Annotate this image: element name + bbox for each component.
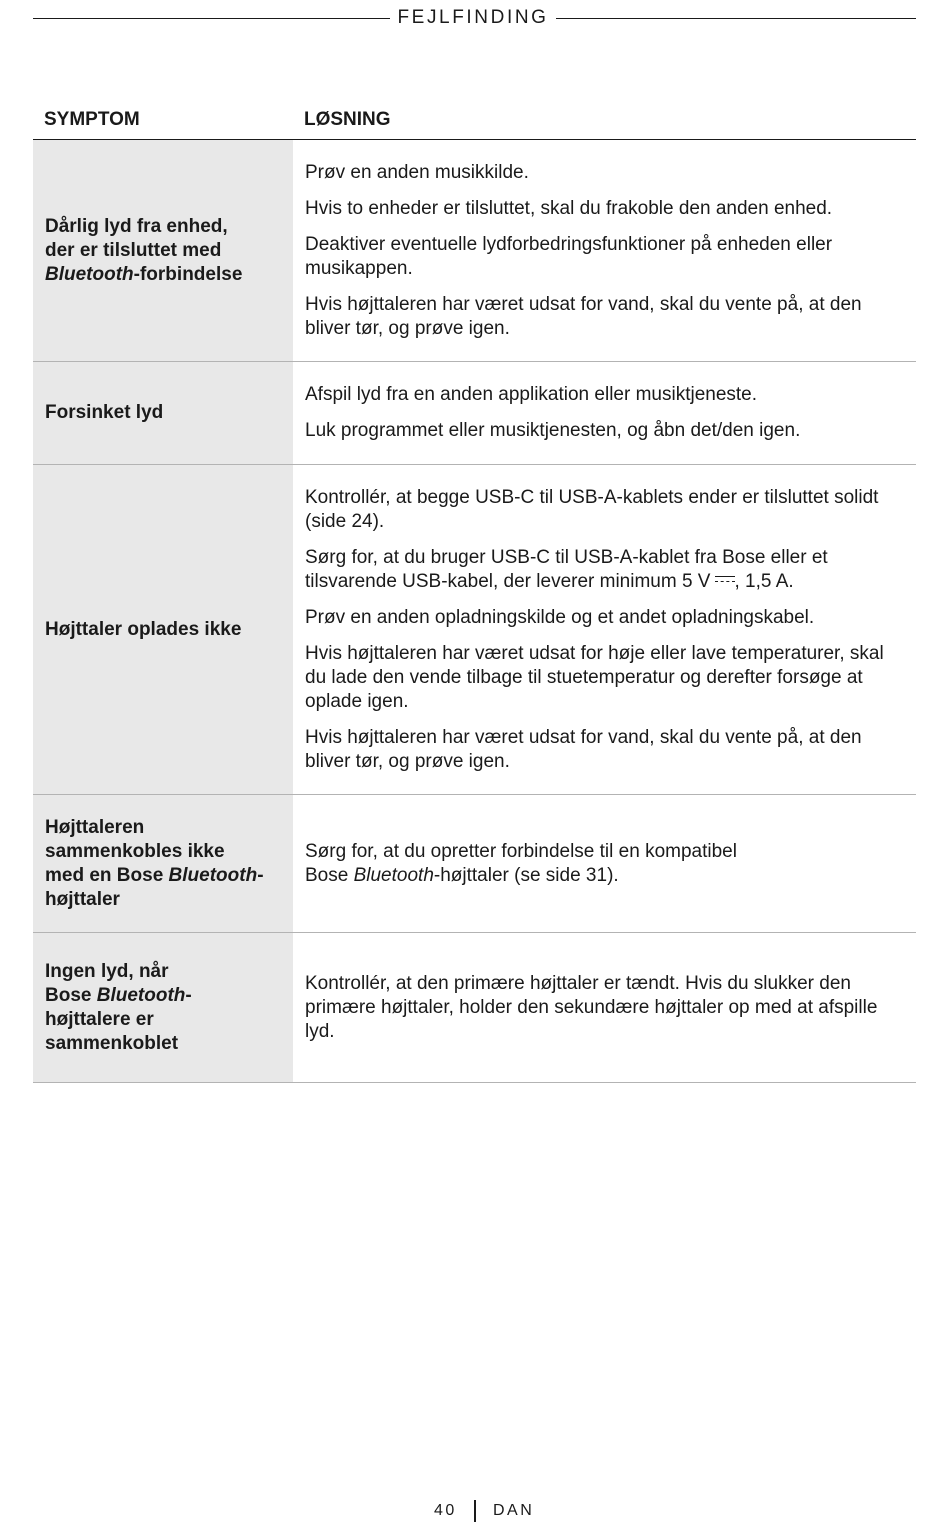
symptom-text: Højttaleren xyxy=(45,816,145,838)
solution-text xyxy=(305,840,904,888)
solution-text xyxy=(305,546,904,594)
symptom-italic-text: Bluetooth xyxy=(45,263,134,285)
solution-text: Kontrollér, at begge USB-C til USB-A-kablets ender er tilsluttet solidt (side 24). xyxy=(305,486,879,532)
header-rule-left xyxy=(33,18,390,19)
table-row xyxy=(33,465,916,795)
symptom-text: sammenkoblet xyxy=(45,1032,179,1054)
symptom-cell xyxy=(33,795,293,932)
solution-cell xyxy=(293,140,916,361)
symptom-text: Ingen lyd, når xyxy=(45,960,169,982)
solution-cell xyxy=(293,362,916,464)
symptom-text: Dårlig lyd fra enhed, xyxy=(45,215,228,237)
symptom-cell xyxy=(33,465,293,794)
solution-text-part: Sørg for, at du bruger USB-C til USB-A-kablet fra Bose eller et tilsvarende USB-kabel, der leverer minimum 5 V xyxy=(305,546,828,592)
solution-text: Prøv en anden musikkilde. xyxy=(305,161,529,183)
page-title: FEJLFINDING xyxy=(397,7,549,28)
table-header xyxy=(33,100,916,140)
symptom-text: højttaler xyxy=(45,888,120,910)
symptom-text: sammenkobles ikke xyxy=(45,840,225,862)
symptom-text: Bose xyxy=(45,984,97,1006)
symptom-text: - xyxy=(185,984,192,1006)
solution-text-part: , 1,5 A. xyxy=(734,570,794,592)
solution-text: Afspil lyd fra en anden applikation eller musiktjeneste. xyxy=(305,384,758,405)
symptom-text: Forsinket lyd xyxy=(45,402,164,423)
solution-cell xyxy=(293,795,916,932)
solution-italic-text: Bluetooth xyxy=(353,864,434,886)
troubleshooting-table xyxy=(33,100,916,1083)
page-header xyxy=(33,5,916,33)
table-row xyxy=(33,362,916,465)
solution-text-part: -højttaler (se side 31). xyxy=(433,864,619,886)
language-code: DAN xyxy=(493,1502,535,1519)
solution-text: Deaktiver eventuelle lydforbedringsfunktioner på enheden eller musikappen. xyxy=(305,233,833,279)
solution-text: Hvis to enheder er tilsluttet, skal du frakoble den anden enhed. xyxy=(305,197,833,219)
solution-text: Hvis højttaleren har været udsat for vand, skal du vente på, at den bliver tør, og prøve igen. xyxy=(305,293,862,339)
solution-text-part: Bose xyxy=(305,864,354,886)
solution-text: Prøv en anden opladningskilde og et andet opladningskabel. xyxy=(305,606,815,628)
solution-cell xyxy=(293,465,916,794)
page-number: 40 xyxy=(434,1502,457,1519)
table-row xyxy=(33,140,916,362)
symptom-cell xyxy=(33,933,293,1082)
symptom-text: - xyxy=(257,864,264,886)
symptom-text: Højttaler oplades ikke xyxy=(45,618,242,640)
footer-divider xyxy=(474,1500,476,1522)
symptom-cell xyxy=(33,362,293,464)
solution-text: Luk programmet eller musiktjenesten, og åbn det/den igen. xyxy=(305,420,801,441)
table-row xyxy=(33,933,916,1083)
symptom-text: højttalere er xyxy=(45,1008,154,1030)
symptom-text: med en Bose xyxy=(45,864,169,886)
table-row xyxy=(33,795,916,933)
solution-cell xyxy=(293,933,916,1082)
symptom-italic-text: Bluetooth xyxy=(168,864,258,886)
symptom-italic-text: Bluetooth xyxy=(96,984,186,1006)
page-footer xyxy=(0,1500,950,1526)
dc-current-icon xyxy=(715,575,735,585)
column-header-symptom: SYMPTOM xyxy=(44,109,140,130)
symptom-text: der er tilsluttet med xyxy=(45,239,222,261)
symptom-cell xyxy=(33,140,293,361)
solution-text: Kontrollér, at den primære højttaler er tændt. Hvis du slukker den primære højttaler, holder den sekundære højttaler op med at afspille lyd. xyxy=(305,972,878,1042)
solution-text: Hvis højttaleren har været udsat for høje eller lave temperaturer, skal du lade den vende tilbage til stuetemperatur og derefter forsøge at oplade igen. xyxy=(305,642,884,712)
solution-text-part: Sørg for, at du opretter forbindelse til en kompatibel xyxy=(305,840,737,862)
symptom-text: -forbindelse xyxy=(133,263,243,285)
header-rule-right xyxy=(556,18,916,19)
solution-text: Hvis højttaleren har været udsat for vand, skal du vente på, at den bliver tør, og prøve igen. xyxy=(305,726,862,772)
column-header-solution: LØSNING xyxy=(304,109,391,130)
